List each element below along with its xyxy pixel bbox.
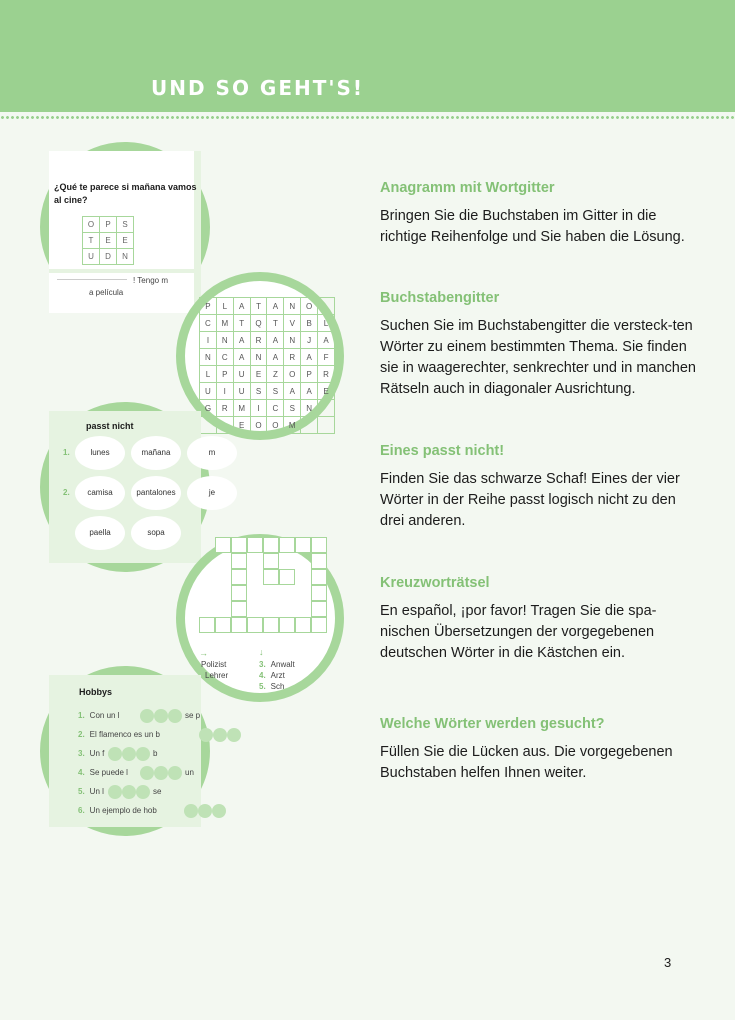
- blank-letter-dot: [198, 804, 212, 818]
- line-tail: un: [185, 768, 194, 777]
- crossword-cell: [311, 553, 327, 569]
- wordsearch-cell: J: [301, 332, 318, 349]
- anagram-sentence-tail: ! Tengo m: [133, 276, 168, 285]
- line-text: Un l: [89, 787, 104, 796]
- wordsearch-cell: T: [233, 315, 250, 332]
- blank-letter-dot: [140, 709, 154, 723]
- wordsearch-cell: N: [284, 332, 301, 349]
- wordsearch-example-circle: [176, 272, 344, 440]
- wordsearch-cell: A: [267, 332, 284, 349]
- crossword-cell: [311, 569, 327, 585]
- clue-text: Sch: [270, 682, 285, 691]
- wordsearch-cell: P: [216, 366, 233, 383]
- hobbys-title: Hobbys: [79, 687, 113, 697]
- hobbys-line: [78, 730, 160, 739]
- wordsearch-cell: S: [250, 383, 267, 400]
- wordsearch-cell: I: [200, 332, 217, 349]
- blank-letter-dot: [199, 728, 213, 742]
- line-number: 5.: [78, 787, 85, 796]
- crossword-clue: [259, 682, 284, 691]
- hobbys-line: [78, 806, 157, 815]
- wordsearch-cell: R: [216, 400, 233, 417]
- wordsearch-cell: S: [284, 400, 301, 417]
- wordsearch-cell: M: [284, 417, 301, 434]
- clue-text: Lehrer: [205, 671, 229, 680]
- wordsearch-cell: Q: [250, 315, 267, 332]
- wordsearch-cell: A: [267, 298, 284, 315]
- wordsearch-cell: A: [301, 349, 318, 366]
- wordsearch-cell: A: [301, 383, 318, 400]
- blank-letter-dot: [154, 766, 168, 780]
- crossword-cell: [311, 601, 327, 617]
- crossword-cell: [231, 553, 247, 569]
- blank-letter-dot: [168, 709, 182, 723]
- word-oval: pantalones: [131, 476, 181, 510]
- grid-cell: P: [100, 217, 117, 233]
- odd-one-out-title: passt nicht: [86, 421, 134, 431]
- wordsearch-cell: R: [250, 332, 267, 349]
- arrow-right-icon: →: [199, 648, 208, 658]
- section-body: Füllen Sie die Lücken aus. Die vorgegebenen Buchstaben helfen Ihnen weiter.: [380, 744, 673, 781]
- crossword-cell: [311, 537, 327, 553]
- line-number: 3.: [78, 749, 85, 758]
- crossword-cell: [247, 617, 263, 633]
- blank-letter-dot: [122, 785, 136, 799]
- crossword-clue: [259, 671, 285, 680]
- wordsearch-cell: I: [250, 400, 267, 417]
- clue-number: 5.: [259, 682, 266, 691]
- wordsearch-cell: T: [267, 315, 284, 332]
- section-wordsearch: [380, 290, 700, 400]
- wordsearch-cell: N: [200, 349, 217, 366]
- word-oval: je: [187, 476, 237, 510]
- crossword-cell: [247, 537, 263, 553]
- wordsearch-cell: C: [200, 315, 217, 332]
- line-text: El flamenco es un b: [89, 730, 160, 739]
- wordsearch-cell: A: [318, 332, 335, 349]
- wordsearch-cell: A: [233, 298, 250, 315]
- crossword-cell: [215, 537, 231, 553]
- crossword-cell: [231, 585, 247, 601]
- wordsearch-cell: [318, 400, 335, 417]
- grid-cell: N: [117, 249, 134, 265]
- section-title: Kreuzworträtsel: [380, 575, 490, 591]
- blank-letter-dot: [213, 728, 227, 742]
- crossword-cell: [263, 617, 279, 633]
- wordsearch-cell: G: [200, 400, 217, 417]
- grid-cell: O: [83, 217, 100, 233]
- word-oval: mañana: [131, 436, 181, 470]
- crossword-cell: [199, 617, 215, 633]
- blank-letter-dot: [136, 785, 150, 799]
- crossword-example-circle: [176, 534, 344, 702]
- wordsearch-cell: C: [216, 349, 233, 366]
- wordsearch-cell: [318, 298, 335, 315]
- anagram-grid: [82, 216, 134, 265]
- hobbys-line: [78, 711, 119, 720]
- wordsearch-cell: E: [318, 383, 335, 400]
- wordsearch-cell: N: [216, 332, 233, 349]
- crossword-cell: [279, 569, 295, 585]
- wordsearch-cell: P: [200, 298, 217, 315]
- line-text: Un f: [89, 749, 105, 758]
- line-number: 2.: [78, 730, 85, 739]
- crossword-cell: [215, 617, 231, 633]
- wordsearch-cell: R: [318, 366, 335, 383]
- crossword-cell: [231, 537, 247, 553]
- line-tail: b: [153, 749, 158, 758]
- word-oval: camisa: [75, 476, 125, 510]
- crossword-cell: [231, 569, 247, 585]
- wordsearch-cell: [216, 417, 233, 434]
- section-body: Finden Sie das schwarze Schaf! Eines der vier Wörter in der Reihe passt logisch nicht zu den drei anderen.: [380, 471, 680, 529]
- wordsearch-cell: N: [301, 400, 318, 417]
- wordsearch-cell: P: [301, 366, 318, 383]
- blank-letter-dot: [154, 709, 168, 723]
- wordsearch-cell: [318, 417, 335, 434]
- wordsearch-cell: M: [233, 400, 250, 417]
- wordsearch-cell: R: [284, 349, 301, 366]
- page-number: 3: [664, 955, 672, 970]
- wordsearch-cell: C: [267, 400, 284, 417]
- wordsearch-cell: O: [301, 298, 318, 315]
- section-fill-gaps: [380, 716, 700, 784]
- hobbys-line: [78, 749, 104, 758]
- section-title: Anagramm mit Wortgitter: [380, 180, 555, 196]
- wordsearch-cell: O: [267, 417, 284, 434]
- wordsearch-cell: E: [233, 417, 250, 434]
- wordsearch-cell: S: [267, 383, 284, 400]
- wordsearch-cell: O: [250, 417, 267, 434]
- row-number: 1.: [63, 448, 70, 457]
- section-crossword: [380, 575, 700, 664]
- section-title: Eines passt nicht!: [380, 443, 505, 459]
- wordsearch-cell: A: [233, 332, 250, 349]
- wordsearch-cell: A: [284, 383, 301, 400]
- wordsearch-cell: [200, 417, 217, 434]
- blank-letter-dot: [136, 747, 150, 761]
- section-title: Welche Wörter werden gesucht?: [380, 716, 605, 732]
- line-number: 6.: [78, 806, 85, 815]
- wordsearch-cell: A: [267, 349, 284, 366]
- arrow-down-icon: ↓: [259, 647, 264, 657]
- line-number: 1.: [78, 711, 85, 720]
- wordsearch-cell: B: [301, 315, 318, 332]
- crossword-cell: [295, 617, 311, 633]
- crossword-cell: [231, 601, 247, 617]
- crossword-cell: [263, 537, 279, 553]
- anagram-question: ¿Qué te parece si mañana vamos al cine?: [54, 182, 197, 205]
- answer-line: [57, 279, 127, 280]
- wordsearch-cell: T: [250, 298, 267, 315]
- clue-number: 3.: [259, 660, 266, 669]
- word-oval: lunes: [75, 436, 125, 470]
- crossword-cell: [295, 537, 311, 553]
- blank-letter-dot: [108, 747, 122, 761]
- section-body: Suchen Sie im Buchstabengitter die versteck-ten Wörter zu einem bestimmten Thema. Sie finden sie in waagerechter, senkrechter und in manchen Rätseln auch in diagonaler Ausrichtung.: [380, 318, 696, 397]
- word-oval: sopa: [131, 516, 181, 550]
- grid-cell: E: [117, 233, 134, 249]
- clue-text: Arzt: [270, 671, 285, 680]
- wordsearch-cell: U: [233, 383, 250, 400]
- crossword-cell: [279, 537, 295, 553]
- line-number: 4.: [78, 768, 85, 777]
- crossword-cell: [263, 553, 279, 569]
- hobbys-line: [78, 787, 104, 796]
- crossword-cell: [311, 617, 327, 633]
- wordsearch-cell: M: [216, 315, 233, 332]
- wordsearch-cell: N: [250, 349, 267, 366]
- blank-letter-dot: [168, 766, 182, 780]
- grid-cell: E: [100, 233, 117, 249]
- word-oval: paella: [75, 516, 125, 550]
- row-number: 2.: [63, 488, 70, 497]
- page-title: UND SO GEHT'S!: [151, 76, 365, 100]
- section-body: Bringen Sie die Buchstaben im Gitter in die richtige Reihenfolge und Sie haben die Lösung.: [380, 208, 685, 245]
- wordsearch-cell: A: [233, 349, 250, 366]
- section-title: Buchstabengitter: [380, 290, 500, 306]
- clue-text: Polizist: [201, 660, 227, 669]
- line-text: Con un l: [89, 711, 120, 720]
- fill-gaps-example-circle: [40, 666, 210, 836]
- wordsearch-cell: E: [250, 366, 267, 383]
- crossword-cell: [279, 617, 295, 633]
- dotted-divider: [0, 115, 735, 120]
- crossword-cell: [231, 617, 247, 633]
- blank-letter-dot: [108, 785, 122, 799]
- wordsearch-cell: L: [200, 366, 217, 383]
- blank-letter-dot: [212, 804, 226, 818]
- grid-cell: D: [100, 249, 117, 265]
- wordsearch-grid: [199, 297, 335, 434]
- blank-letter-dot: [227, 728, 241, 742]
- blank-letter-dot: [184, 804, 198, 818]
- blank-letter-dot: [140, 766, 154, 780]
- wordsearch-cell: I: [216, 383, 233, 400]
- anagram-sentence-tail: a película: [89, 288, 124, 297]
- wordsearch-cell: U: [233, 366, 250, 383]
- grid-cell: T: [83, 233, 100, 249]
- wordsearch-cell: N: [284, 298, 301, 315]
- wordsearch-cell: O: [284, 366, 301, 383]
- crossword-clue: [201, 660, 226, 669]
- grid-cell: S: [117, 217, 134, 233]
- wordsearch-cell: L: [318, 315, 335, 332]
- crossword-clue: [259, 660, 295, 669]
- section-odd-one-out: [380, 443, 700, 532]
- line-text: Se puede l: [89, 768, 128, 777]
- grid-cell: U: [83, 249, 100, 265]
- line-tail: se p: [185, 711, 201, 720]
- word-oval: m: [187, 436, 237, 470]
- clue-number: 4.: [259, 671, 266, 680]
- section-body: En español, ¡por favor! Tragen Sie die spa-nischen Übersetzungen der vorgegebenen deutschen Wörter in die Kästchen ein.: [380, 603, 657, 661]
- wordsearch-cell: L: [216, 298, 233, 315]
- clue-text: Anwalt: [270, 660, 295, 669]
- line-tail: se: [153, 787, 162, 796]
- hobbys-line: [78, 768, 128, 777]
- section-anagram: [380, 180, 700, 248]
- crossword-clue: [205, 671, 228, 680]
- wordsearch-cell: [301, 417, 318, 434]
- wordsearch-cell: V: [284, 315, 301, 332]
- wordsearch-cell: F: [318, 349, 335, 366]
- blank-letter-dot: [122, 747, 136, 761]
- crossword-cell: [311, 585, 327, 601]
- header-banner: [0, 0, 735, 112]
- line-text: Un ejemplo de hob: [89, 806, 157, 815]
- wordsearch-cell: U: [200, 383, 217, 400]
- crossword-cell: [263, 569, 279, 585]
- wordsearch-cell: Z: [267, 366, 284, 383]
